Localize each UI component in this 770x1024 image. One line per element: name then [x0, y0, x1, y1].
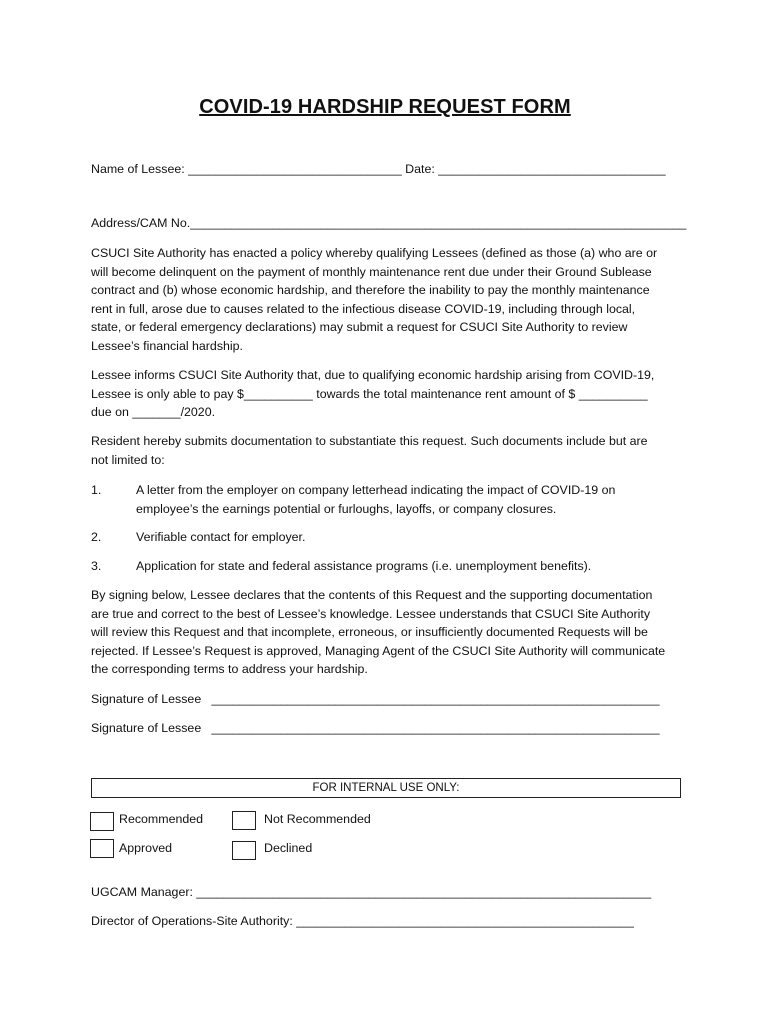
form-title: COVID-19 HARDSHIP REQUEST FORM: [199, 96, 571, 118]
internal-use-header: FOR INTERNAL USE ONLY:: [91, 778, 681, 798]
pay-amount-line[interactable]: Lessee is only able to pay $__________ towards the total maintenance rent amount of $ __________: [91, 386, 648, 401]
address-field[interactable]: Address/CAM No.________________________________________________________________________: [91, 216, 687, 230]
list-item: Verifiable contact for employer.: [136, 530, 306, 544]
recommended-label: Recommended: [119, 812, 204, 826]
director-operations-field[interactable]: Director of Operations-Site Authority: _________________________________________________: [91, 914, 634, 928]
list-item-number: 1.: [91, 483, 102, 497]
name-date-field[interactable]: Name of Lessee: _______________________________ Date: _________________________________: [91, 162, 666, 176]
approved-label: Approved: [119, 841, 173, 855]
not-recommended-checkbox[interactable]: [232, 811, 256, 830]
documentation-paragraph: Resident hereby submits documentation to substantiate this request. Such documents include but are not limited to:: [91, 434, 648, 467]
ugcam-manager-field[interactable]: UGCAM Manager: __________________________________________________________________: [91, 885, 652, 899]
list-item: Application for state and federal assistance programs (i.e. unemployment benefits).: [136, 559, 592, 573]
list-item-number: 2.: [91, 530, 102, 544]
declined-checkbox[interactable]: [232, 841, 256, 860]
lessee-signature-field[interactable]: Signature of Lessee _________________________________________________________________: [91, 692, 660, 706]
payment-paragraph: Lessee informs CSUCI Site Authority that, due to qualifying economic hardship arising from COVID-19, Lessee is only able to pay $__________ towards the total maintenance rent amount of $ __________ due on _______/2020.: [91, 366, 681, 422]
policy-paragraph: CSUCI Site Authority has enacted a policy whereby qualifying Lessees (defined as those (a) who are or will become delinquent on the payment of monthly maintenance rent due under their Ground Sublease contract and (b) whose economic hardship, and therefore the inability to pay the monthly maintenance rent in full, arose due to causes related to the infectious disease COVID-19, including through local, state, or federal emergency declarations) may submit a request for CSUCI Site Authority to review Lessee’s financial hardship.: [91, 246, 658, 353]
list-item-number: 3.: [91, 559, 102, 573]
approved-checkbox[interactable]: [90, 839, 114, 858]
not-recommended-label: Not Recommended: [264, 812, 371, 826]
declined-label: Declined: [264, 841, 313, 855]
list-item: A letter from the employer on company letterhead indicating the impact of COVID-19 on employee’s the earnings potential or furloughs, layoffs, or company closures.: [136, 483, 616, 516]
declaration-paragraph: By signing below, Lessee declares that the contents of this Request and the supporting documentation are true and correct to the best of Lessee’s knowledge. Lessee understands that CSUCI Site Authority will review this Request and that incomplete, erroneous, or insufficiently documented Requests will be rejected. If Lessee’s Request is approved, Managing Agent of the CSUCI Site Authority will communicate the corresponding terms to address your hardship.: [91, 588, 666, 677]
lessee-signature-field[interactable]: Signature of Lessee _________________________________________________________________: [91, 721, 660, 735]
recommended-checkbox[interactable]: [90, 812, 114, 831]
due-date-line[interactable]: due on _______/2020.: [91, 405, 216, 420]
